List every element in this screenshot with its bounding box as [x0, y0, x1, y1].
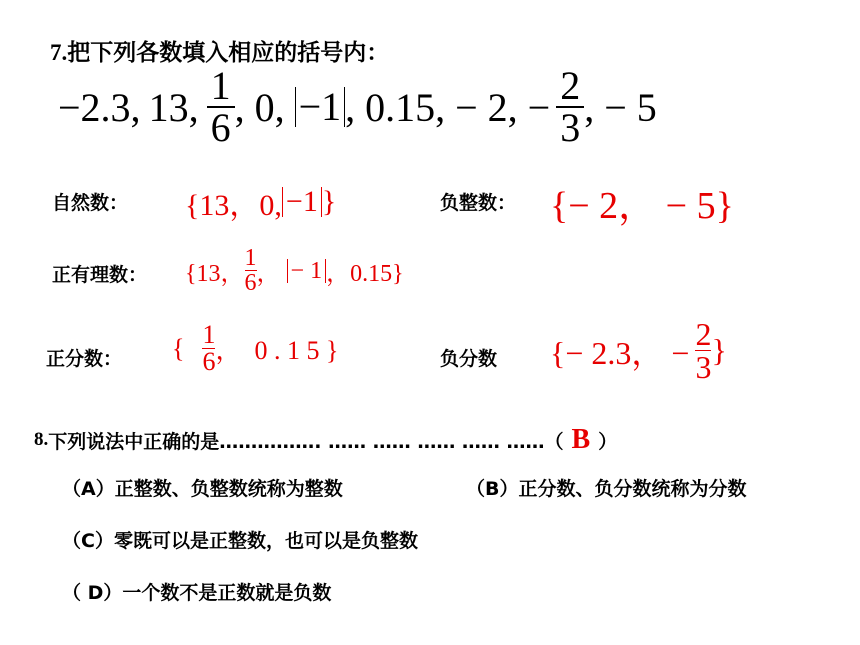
- option-d: （ D）一个数不是正数就是负数: [62, 582, 332, 604]
- question-8-number: 8.: [34, 429, 49, 450]
- negative-fraction-set: [550, 318, 727, 383]
- answer-letter: B: [571, 424, 591, 455]
- absolute-value: −1: [282, 187, 322, 217]
- option-b: （B）正分数、负分数统称为分数: [466, 478, 747, 500]
- option-c: （C）零既可以是正整数，也可以是负整数: [62, 530, 418, 552]
- fraction-one-sixth: [202, 322, 215, 375]
- fraction-denominator: 3: [695, 349, 712, 385]
- absolute-value: −1: [295, 87, 346, 127]
- fraction-one-sixth: [245, 246, 257, 295]
- question-7-number: 7.: [50, 40, 68, 65]
- negative-integer-set: {− 2， − 5}: [550, 185, 734, 227]
- fraction-two-thirds: [695, 318, 711, 383]
- positive-rational-label: 正有理数：: [52, 264, 148, 286]
- number-item: , 0.15, − 2, −: [345, 84, 551, 130]
- positive-fraction-label: 正分数：: [46, 348, 123, 370]
- fraction-numerator: 2: [695, 316, 712, 352]
- natural-label: 自然数：: [52, 192, 129, 214]
- fraction-denominator: 6: [244, 270, 257, 296]
- set-text: {− 2.3， −: [550, 334, 690, 371]
- number-item: , − 5: [584, 84, 657, 130]
- number-item: −2.3,: [58, 84, 141, 130]
- question-7-text: 把下列各数填入相应的括号内：: [67, 40, 390, 66]
- question-8-text: 下列说法中正确的是……………. …… …… …… …… ……（: [48, 430, 564, 453]
- fraction-denominator: 6: [202, 347, 216, 376]
- natural-set: [185, 180, 336, 224]
- fraction-numerator: 2: [560, 63, 581, 108]
- negative-fraction-label: 负分数: [440, 348, 498, 370]
- set-text: ，0.15}: [326, 261, 404, 287]
- set-text: {: [172, 333, 185, 363]
- fraction-denominator: 3: [560, 105, 581, 150]
- fraction-numerator: 1: [210, 63, 231, 108]
- number-list: [58, 63, 657, 150]
- set-text: ， 0 . 1 5 }: [215, 336, 339, 365]
- fraction-numerator: 1: [202, 320, 216, 349]
- fraction-one-sixth: [207, 63, 235, 150]
- fraction-numerator: 1: [244, 245, 257, 271]
- set-text: {13，: [185, 261, 245, 287]
- set-text: {13，0,: [185, 189, 282, 222]
- absolute-value: − 1: [287, 259, 327, 283]
- question-8-close: ）: [598, 430, 618, 453]
- fraction-two-thirds: [556, 63, 584, 150]
- set-text: ，: [256, 261, 281, 287]
- question-8: [34, 424, 617, 456]
- option-a: （A）正整数、负整数统称为整数: [62, 478, 343, 500]
- negative-integer-label: 负整数：: [440, 192, 517, 214]
- number-item: 13,: [148, 84, 199, 130]
- positive-rational-set: [185, 246, 404, 295]
- positive-fraction-set: [172, 322, 338, 375]
- set-text: }: [711, 332, 727, 368]
- fraction-denominator: 6: [210, 105, 231, 150]
- set-text: }: [321, 185, 337, 218]
- number-item: , 0,: [234, 84, 285, 130]
